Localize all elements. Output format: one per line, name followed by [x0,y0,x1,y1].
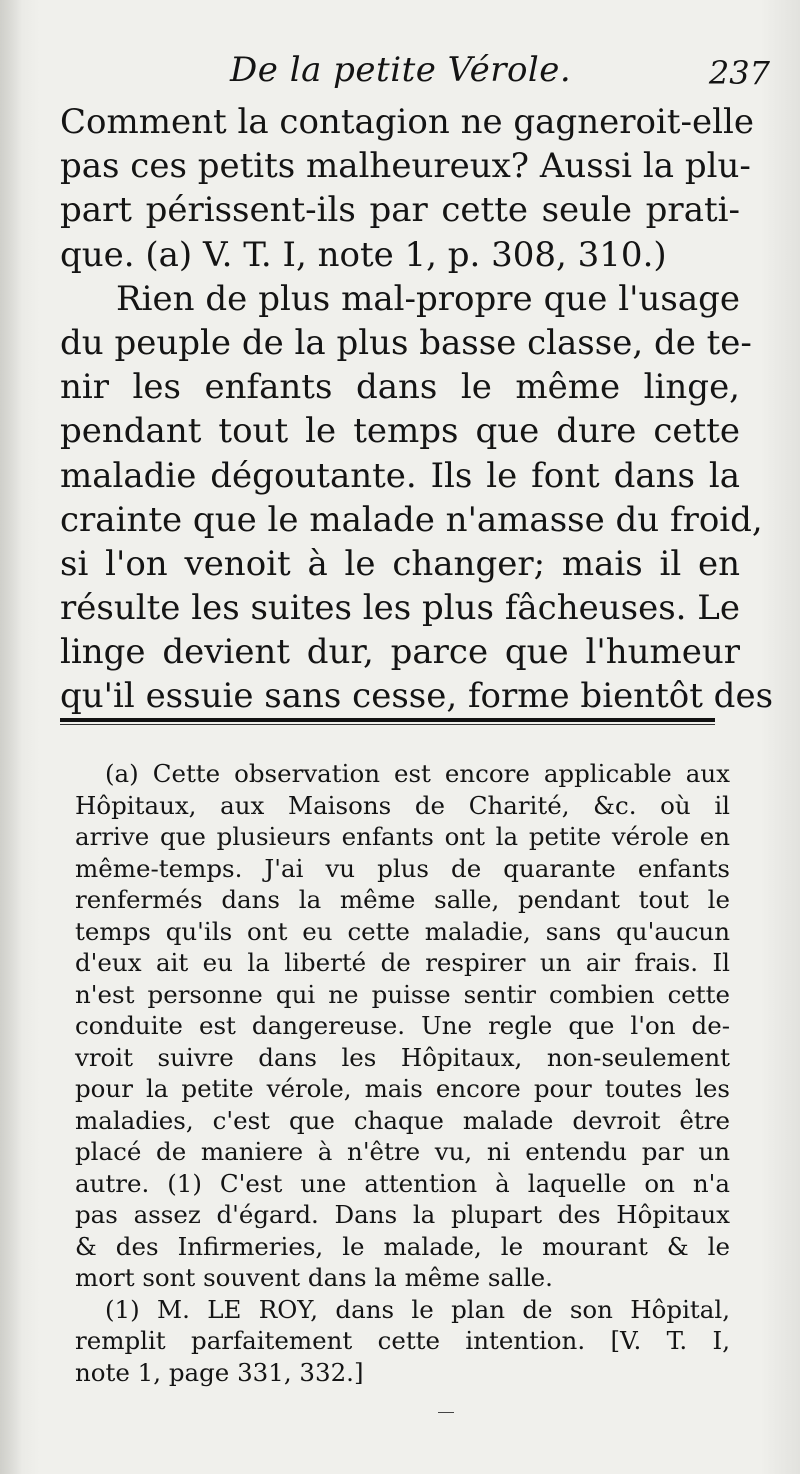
text-line: maladie dégoutante. Ils le font dans la [60,455,740,496]
page-number: 237 [708,54,770,92]
footnote-line: pas assez d'égard. Dans la plupart des Hôpitaux [75,1200,730,1229]
footnote-line: vroit suivre dans les Hôpitaux, non-seulement [75,1042,730,1072]
text-line: du peuple de la plus basse classe, de te- [60,322,752,363]
running-head [60,50,770,100]
footnotes [75,758,730,1388]
text-line: que. (a) V. T. I, note 1, p. 308, 310.) [60,234,667,275]
footnote-line: note 1, page 331, 332.] [75,1357,364,1387]
footnote-line: même-temps. J'ai vu plus de quarante enfants [75,853,730,883]
footnote-line: n'est personne qui ne puisse sentir combien cette [75,979,730,1009]
text-line: si l'on venoit à le changer; mais il en [60,543,740,584]
footnote-line: temps qu'ils ont eu cette maladie, sans qu'aucun [75,916,730,946]
footnote-line: placé de maniere à n'être vu, ni entendu par un [75,1137,730,1166]
text-line: Comment la contagion ne gagneroit-elle [60,102,754,142]
text-line: qu'il essuie sans cesse, forme bientôt des [60,676,774,717]
footnote-1 [75,1294,730,1389]
footnote-line: autre. (1) C'est une attention à laquelle on n'a [75,1168,730,1198]
print-mark [438,1412,454,1413]
footnote-line: & des Infirmeries, le malade, le mourant & le [75,1231,730,1261]
main-text [60,100,774,719]
footnote-line: mort sont souvent dans la même salle. [75,1263,553,1292]
footnote-line: d'eux ait eu la liberté de respirer un air frais. Il [75,948,730,977]
footnote-line: Hôpitaux, aux Maisons de Charité, &c. où il [75,790,730,820]
footnote-line: arrive que plusieurs enfants ont la petite vérole en [75,822,730,851]
footnote-line: pour la petite vérole, mais encore pour toutes les [75,1074,730,1103]
text-line: résulte les suites les plus fâcheuses. Le [60,588,740,629]
footnote-line: (a) Cette observation est encore applicable aux [105,759,730,788]
running-title: De la petite Vérole. [230,50,572,90]
text-line: crainte que le malade n'amasse du froid, [60,499,763,540]
text-line: pas ces petits malheureux? Aussi la plu- [60,146,751,187]
footnote-a [75,758,730,1294]
text-line: linge devient dur, parce que l'humeur [60,632,740,673]
text-line: pendant tout le temps que dure cette [60,411,740,452]
text-line: Rien de plus mal-propre que l'usage [116,278,740,319]
text-line: part périssent-ils par cette seule prati- [60,190,740,231]
footnote-line: remplit parfaitement cette intention. [V. T. I, [75,1326,730,1355]
footnote-line: maladies, c'est que chaque malade devroit être [75,1105,730,1135]
footnote-line: conduite est dangereuse. Une regle que l'on de- [75,1011,730,1040]
footnote-separator-rule [60,718,715,725]
footnote-line: renfermés dans la même salle, pendant tout le [75,885,730,914]
footnote-line: (1) M. LE ROY, dans le plan de son Hôpital, [105,1294,730,1324]
text-line: nir les enfants dans le même linge, [60,367,740,408]
